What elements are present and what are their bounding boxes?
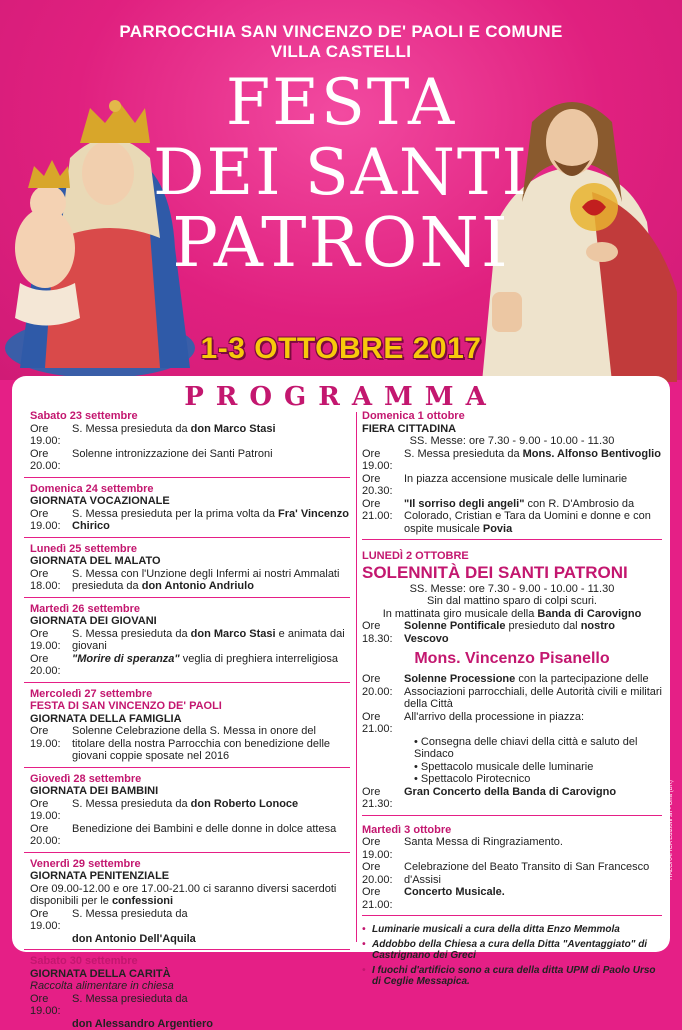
separator [24, 949, 350, 950]
note-item: • I fuochi d'artificio sono a cura della ditta UPM di Paolo Urso di Ceglie Messapica. [362, 965, 662, 988]
event-row [30, 798, 350, 823]
day-heading: LUNEDÌ 2 OTTOBRE [362, 550, 662, 563]
event-text [404, 498, 662, 536]
title-line-1: FESTA [0, 66, 682, 140]
event-desc: Santa Messa di Ringraziamento. [404, 836, 662, 861]
event-time: Ore 18.00: [30, 568, 72, 593]
program-left-column [30, 410, 350, 1030]
separator [24, 767, 350, 768]
separator [362, 815, 662, 816]
event-time: Ore 19.00: [30, 798, 72, 823]
day-heading: Martedì 26 settembre [30, 603, 350, 616]
event-row [362, 836, 662, 861]
credits-notes [362, 924, 662, 988]
event-time: Ore 19.00: [30, 993, 72, 1018]
solemnity-title: SOLENNITÀ DEI SANTI PATRONI [362, 563, 662, 583]
event-text [72, 423, 350, 448]
celebrant-name: don Antonio Andriulo [142, 580, 254, 592]
event-row [30, 725, 350, 763]
event-row [362, 448, 662, 473]
separator [24, 682, 350, 683]
program-title: PROGRAMMA [0, 382, 682, 412]
event-time: Ore 20.00: [30, 823, 72, 848]
event-text [72, 798, 350, 823]
event-time: Ore 21.00: [362, 886, 404, 911]
event-time: Ore 19.00: [30, 628, 72, 653]
list-item: • Spettacolo Pirotecnico [414, 773, 662, 786]
event-time: Ore 19.00: [30, 423, 72, 448]
event-desc: Ore 09.00-12.00 e ore 17.00-21.00 ci saranno diversi sacerdoti disponibili per le [30, 883, 336, 908]
celebrant-name: don Antonio Dell'Aquila [72, 933, 350, 946]
program-right-column [362, 410, 662, 991]
event-text [72, 653, 350, 678]
event-desc: presieduto dal [505, 620, 580, 632]
note-item: • Addobbo della Chiesa a cura della Ditta "Aventaggiato" di Castrignano dei Greci [362, 939, 662, 962]
event-text [72, 508, 350, 533]
mass-times: SS. Messe: ore 7.30 - 9.00 - 10.00 - 11.30 [362, 583, 662, 596]
spacer [30, 933, 72, 946]
feast-heading: FESTA DI SAN VINCENZO DE' PAOLI [30, 700, 350, 713]
event-time: Ore 20.00: [30, 448, 72, 473]
event-row [362, 620, 662, 645]
day-theme: GIORNATA DEL MALATO [30, 555, 350, 568]
printer-credit: ITALGRAFICA Edizioni srl - Oria (BR) [668, 780, 674, 880]
event-desc: S. Messa presieduta per la prima volta da [72, 508, 278, 520]
event-desc: veglia di preghiera interreligiosa [180, 653, 338, 665]
event-row [30, 823, 350, 848]
event-time: Ore 21.00: [362, 498, 404, 536]
event-row [362, 673, 662, 711]
event-row [362, 498, 662, 536]
event-note: Raccolta alimentare in chiesa [30, 980, 350, 993]
event-title: "Il sorriso degli angeli" [404, 498, 524, 510]
separator [24, 537, 350, 538]
celebrant-name: Fra' Vincenzo Chirico [72, 508, 349, 533]
event-desc: Benedizione dei Bambini e delle donne in dolce attesa [72, 823, 350, 848]
event-time: Ore 18.30: [362, 620, 404, 645]
day-theme: GIORNATA DEI GIOVANI [30, 615, 350, 628]
event-text [404, 673, 662, 711]
day-heading: Sabato 23 settembre [30, 410, 350, 423]
title-line-3: PATRONI [0, 204, 682, 283]
event-row [30, 1018, 350, 1030]
event-text [404, 620, 662, 645]
event-desc: Solenne intronizzazione dei Santi Patroni [72, 448, 350, 473]
event-desc: con la partecipazione delle Associazioni parrocchiali, delle Autorità civili e militari della Città [404, 673, 662, 710]
event-desc: S. Messa presieduta da [404, 448, 523, 460]
event-time: Ore 20.00: [362, 673, 404, 711]
day-heading: Domenica 24 settembre [30, 483, 350, 496]
event-row [362, 886, 662, 911]
event-row [30, 908, 350, 933]
event-time: Ore 19.00: [362, 836, 404, 861]
event-desc: All'arrivo della processione in piazza: [404, 711, 662, 736]
celebrant-name: Mons. Alfonso Bentivoglio [523, 448, 661, 460]
event-desc: S. Messa presieduta da [72, 993, 350, 1018]
event-desc: S. Messa presieduta da [72, 423, 191, 435]
mass-times: SS. Messe: ore 7.30 - 9.00 - 10.00 - 11.30 [362, 435, 662, 448]
guest-name: Povia [483, 523, 512, 535]
event-text [404, 448, 662, 473]
event-title: Solenne Pontificale [404, 620, 505, 632]
event-title: Gran Concerto della Banda di Carovigno [404, 786, 662, 811]
day-heading: Venerdì 29 settembre [30, 858, 350, 871]
separator [362, 539, 662, 540]
event-row [362, 473, 662, 498]
day-heading: Martedì 3 ottobre [362, 824, 662, 837]
event-text [30, 883, 350, 908]
event-time: Ore 21.30: [362, 786, 404, 811]
event-desc: Solenne Celebrazione della S. Messa in onore del titolare della nostra Parrocchia con benedizione delle giovani coppie sposate nel 2016 [72, 725, 350, 763]
event-title: Concerto Musicale. [404, 886, 662, 911]
event-desc: con R. D'Ambrosio da Colorado, Cristian e Tara da Uomini e donne e con ospite musicale [404, 498, 651, 535]
celebrant-name: don Marco Stasi [191, 628, 276, 640]
event-row [30, 423, 350, 448]
celebrant-name: don Alessandro Argentiero [72, 1018, 350, 1030]
event-time: Ore 20.00: [30, 653, 72, 678]
day-heading: Mercoledì 27 settembre [30, 688, 350, 701]
band-name: Banda di Carovigno [537, 608, 641, 620]
event-time: Ore 19.00: [362, 448, 404, 473]
town-name: VILLA CASTELLI [0, 42, 682, 62]
event-time: Ore 19.00: [30, 725, 72, 763]
day-heading: Domenica 1 ottobre [362, 410, 662, 423]
title-line-2: DEI SANTI [0, 136, 682, 210]
day-theme: GIORNATA DELLA CARITÀ [30, 968, 350, 981]
event-time: Ore 19.00: [30, 908, 72, 933]
event-desc: In mattinata giro musicale della [383, 608, 538, 620]
event-text [72, 628, 350, 653]
separator [362, 915, 662, 916]
day-heading: Lunedì 25 settembre [30, 543, 350, 556]
day-theme: GIORNATA VOCAZIONALE [30, 495, 350, 508]
event-desc: In piazza accensione musicale delle luminarie [404, 473, 662, 498]
event-desc: S. Messa con l'Unzione degli Infermi ai nostri Ammalati presieduta da [72, 568, 339, 593]
event-row [30, 568, 350, 593]
event-row [30, 508, 350, 533]
bishop-name: Mons. Vincenzo Pisanello [362, 649, 662, 669]
event-row [30, 653, 350, 678]
event-row [362, 786, 662, 811]
parish-name: PARROCCHIA SAN VINCENZO DE' PAOLI E COMUNE [0, 22, 682, 42]
day-theme: GIORNATA DEI BAMBINI [30, 785, 350, 798]
event-row [30, 993, 350, 1018]
column-divider [356, 412, 357, 942]
event-desc: S. Messa presieduta da [72, 628, 191, 640]
event-row [362, 711, 662, 736]
event-note: Sin dal mattino sparo di colpi scuri. [362, 595, 662, 608]
event-title: "Morire di speranza" [72, 653, 180, 665]
event-text [72, 568, 350, 593]
separator [24, 852, 350, 853]
event-row [30, 933, 350, 946]
day-theme: GIORNATA PENITENZIALE [30, 870, 350, 883]
event-row [30, 448, 350, 473]
day-theme: GIORNATA DELLA FAMIGLIA [30, 713, 350, 726]
event-time: Ore 19.00: [30, 508, 72, 533]
separator [24, 477, 350, 478]
list-item: • Spettacolo musicale delle luminarie [414, 761, 662, 774]
celebrant-name: don Marco Stasi [191, 423, 276, 435]
note-item: • Luminarie musicali a cura della ditta Enzo Memmola [362, 924, 662, 936]
event-dates: 1-3 OTTOBRE 2017 [0, 332, 682, 366]
event-title: Solenne Processione [404, 673, 515, 685]
day-theme: FIERA CITTADINA [362, 423, 662, 436]
event-desc: e animata dai giovani [72, 628, 345, 653]
event-row [30, 628, 350, 653]
spacer [30, 1018, 72, 1030]
celebrant-name: don Roberto Lonoce [191, 798, 299, 810]
evening-list [414, 736, 662, 786]
celebrant-name: nostro Vescovo [404, 620, 615, 645]
event-time: Ore 21.00: [362, 711, 404, 736]
event-time: Ore 20.30: [362, 473, 404, 498]
event-row [362, 861, 662, 886]
event-note [362, 608, 662, 621]
event-desc: Celebrazione del Beato Transito di San Francesco d'Assisi [404, 861, 662, 886]
day-heading: Sabato 30 settembre [30, 955, 350, 968]
event-desc: S. Messa presieduta da [72, 798, 191, 810]
list-item: • Consegna delle chiavi della città e saluto del Sindaco [414, 736, 662, 761]
event-title: confessioni [112, 895, 173, 907]
separator [24, 597, 350, 598]
event-time: Ore 20.00: [362, 861, 404, 886]
event-desc: S. Messa presieduta da [72, 908, 350, 933]
day-heading: Giovedì 28 settembre [30, 773, 350, 786]
